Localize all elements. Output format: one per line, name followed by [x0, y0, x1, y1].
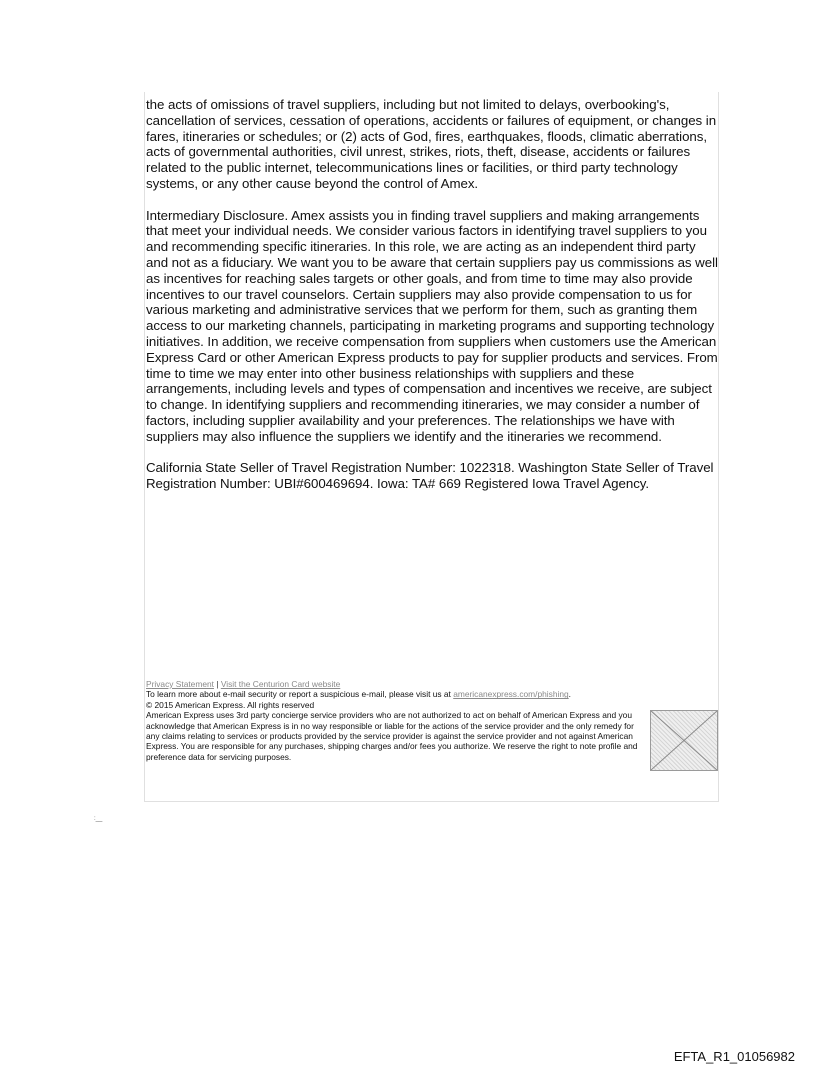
liability-paragraph: the acts of omissions of travel suppliers, including but not limited to delays, overbooking's, cancellation of services, cessation of operations, accidents or failures of equipment, or changes in fares, itineraries or schedules; or (2) acts of God, fires, earthquakes, floods, climatic aberrations, acts of governmental authorities, civil unrest, strikes, riots, theft, disease, accidents or failures related to the public internet, telecommunications lines or facilities, or third party technology systems, or any other cause beyond the control of Amex. — [146, 97, 717, 191]
centurion-card-link[interactable]: Visit the Centurion Card website — [220, 679, 341, 689]
registration-paragraph: California State Seller of Travel Registration Number: 1022318. Washington State Seller of Travel Registration Number: UBI#600469694. Iowa: TA# 669 Registered Iowa Travel Agency. — [146, 460, 714, 492]
footer-links-row — [146, 679, 718, 689]
copyright-text: © 2015 American Express. All rights reserved — [146, 699, 315, 710]
email-body — [146, 97, 718, 508]
security-notice — [146, 689, 718, 699]
security-notice-text: To learn more about e-mail security or report a suspicious e-mail, please visit us at — [146, 689, 454, 700]
broken-image-icon — [651, 711, 717, 770]
intermediary-disclosure-paragraph: Intermediary Disclosure. Amex assists you in finding travel suppliers and making arrangements that meet your individual needs. We consider various factors in identifying travel suppliers to you and recommending specific itineraries. In this role, we are acting as an independent third party and not as a fiduciary. We want you to be aware that certain suppliers pay us commissions as well as incentives for reaching sales targets or other goals, and from time to time may also provide incentives to our travel counselors. Certain suppliers may also provide compensation to us for various marketing and administrative services that we perform for them, such as granting them access to our marketing channels, participating in marketing programs and supporting technology initiatives. In addition, we receive compensation from suppliers when customers use the American Express Card or other American Express products to pay for supplier products and services. From time to time we may enter into other business relationships with suppliers and these arrangements, including levels and types of compensation and incentives we receive, are subject to change. In identifying suppliers and recommending itineraries, we may consider a number of factors, including supplier availability and your preferences. The relationships we have with suppliers may also influence the suppliers we identify and the itineraries we recommend. — [146, 207, 718, 444]
phishing-link[interactable]: americanexpress.com/phishing — [453, 689, 569, 700]
privacy-statement-link[interactable]: Privacy Statement — [146, 679, 214, 689]
footer-link-separator: | — [216, 679, 219, 689]
security-notice-end: . — [568, 689, 571, 700]
document-id: EFTA_R1_01056982 — [673, 1049, 795, 1064]
email-footer — [146, 679, 718, 762]
stray-mark: :__ — [94, 816, 103, 822]
concierge-disclaimer: American Express uses 3rd party concierge service providers who are not authorized to act on behalf of American Express and you acknowledge that American Express is in no way responsible or liable for the actions of the service provider and the only remedy for any claims relating to services or products provided by the service provider is against the service provider and not against American Express. You are responsible for any purchases, shipping charges and/or fees you authorize. We reserve the right to note profile and preference data for servicing purposes. — [146, 710, 638, 762]
missing-image-placeholder — [650, 710, 718, 771]
